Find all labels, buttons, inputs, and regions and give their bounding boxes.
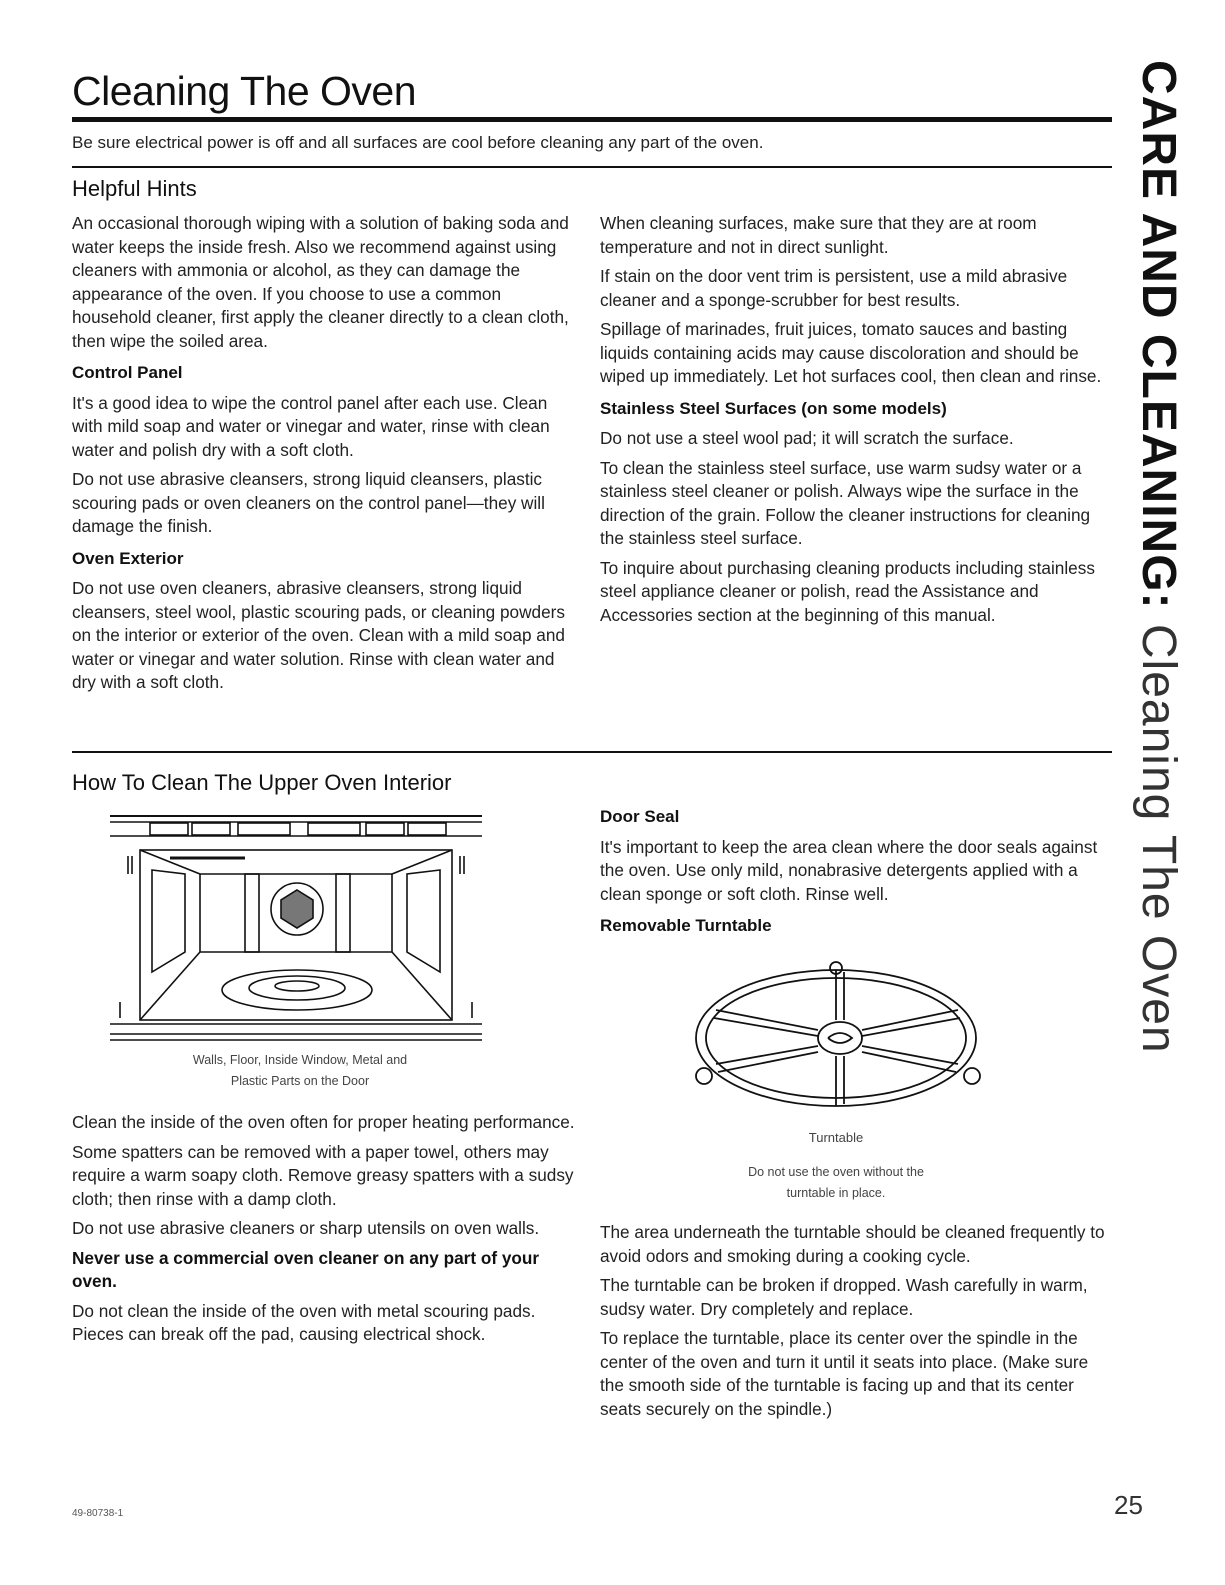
turntable-paragraph: To replace the turntable, place its center over the spindle in the center of the oven and turn it until it seats into place. (Make sure the smooth side of the turntable is facing up and that its center seats securely on the spindle.) [600, 1328, 1089, 1419]
surface-temperature-paragraph: When cleaning surfaces, make sure that they are at room temperature and not in direct sunlight. [600, 213, 1037, 257]
door-seal-section [600, 805, 1105, 945]
turntable-text-column [600, 1221, 1105, 1427]
turntable-note-line: turntable in place. [786, 1186, 886, 1200]
upper-oven-left-column [72, 1111, 577, 1353]
helpful-hints-left-column [72, 212, 577, 701]
door-seal-paragraph: It's important to keep the area clean where the door seals against the oven. Use only mild, nonabrasive detergents applied with a clean sponge or soft cloth. Rinse well. [600, 836, 1098, 904]
control-panel-paragraph: Do not use abrasive cleansers, strong liquid cleansers, plastic scouring pads or oven cleaners on the control panel—they will damage the finish. [72, 469, 545, 536]
door-seal-heading: Door Seal [600, 807, 680, 826]
upper-oven-heading: How To Clean The Upper Oven Interior [72, 770, 452, 795]
intro-warning: Be sure electrical power is off and all surfaces are cool before cleaning any part of the oven. [72, 133, 764, 152]
oven-exterior-heading: Oven Exterior [72, 548, 184, 568]
side-section-tab [1116, 60, 1196, 1054]
oven-figure-caption-line: Walls, Floor, Inside Window, Metal and [192, 1053, 408, 1067]
section-divider [72, 751, 1112, 753]
turntable-note-line: Do not use the oven without the [748, 1165, 924, 1179]
oven-interior-illustration [110, 812, 490, 1047]
page-number: 25 [1114, 1490, 1143, 1520]
upper-oven-paragraph: Do not use abrasive cleaners or sharp utensils on oven walls. [72, 1218, 540, 1238]
upper-oven-paragraph: Some spatters can be removed with a paper towel, others may require a warm soapy cloth. Remove greasy spatters with a sudsy cloth; then rinse with a damp cloth. [72, 1141, 574, 1209]
oven-figure-caption [110, 1050, 490, 1092]
vent-trim-paragraph: If stain on the door vent trim is persistent, use a mild abrasive cleaner and a sponge-scrubber for best results. [600, 266, 1068, 310]
oven-figure-caption-line: Plastic Parts on the Door [230, 1074, 370, 1088]
helpful-hints-right-column [600, 212, 1105, 633]
stainless-paragraph: To inquire about purchasing cleaning products including stainless steel appliance cleaner or polish, read the Assistance and Accessories section at the beginning of this manual. [600, 557, 1095, 625]
control-panel-heading: Control Panel [72, 363, 183, 382]
intro-divider [72, 166, 1112, 168]
oven-exterior-paragraph: Do not use oven cleaners, abrasive cleansers, strong liquid cleansers, steel wool, plastic scouring pads, or cleaning powders on the interior or exterior of the oven. Clean with a mild soap and water or vinegar and water solution. Rinse with clean water and dry with a soft cloth. [72, 578, 565, 692]
control-panel-paragraph: It's a good idea to wipe the control panel after each use. Clean with mild soap and water or vinegar and water, rinse with clean water and polish dry with a soft cloth. [72, 392, 550, 460]
side-section-tab-text [1128, 60, 1188, 1054]
turntable-illustration [686, 960, 986, 1115]
stainless-paragraph: To clean the stainless steel surface, use warm sudsy water or a stainless steel cleaner or polish. Always wipe the surface in the direction of the grain. Follow the cleaner instructions for cleaning the stainless steel surface. [600, 457, 1091, 548]
stainless-steel-heading: Stainless Steel Surfaces (on some models) [600, 398, 947, 418]
helpful-hints-heading: Helpful Hints [72, 176, 197, 201]
document-code: 49-80738-1 [72, 1508, 124, 1519]
turntable-paragraph: The turntable can be broken if dropped. Wash carefully in warm, sudsy water. Dry completely and replace. [600, 1275, 1088, 1319]
oven-cleaner-warning: Never use a commercial oven cleaner on any part of your oven. [72, 1247, 540, 1291]
side-tab-category: CARE AND CLEANING: [1132, 60, 1185, 610]
turntable-note [686, 1162, 986, 1204]
upper-oven-paragraph: Do not clean the inside of the oven with metal scouring pads. Pieces can break off the pad, causing electrical shock. [72, 1300, 536, 1344]
side-tab-topic: Cleaning The Oven [1132, 609, 1185, 1054]
hints-paragraph: An occasional thorough wiping with a solution of baking soda and water keeps the inside fresh. Also we recommend against using cleaners with ammonia or alcohol, as they can damage the appearance of the oven. If you choose to use a common household cleaner, first apply the cleaner directly to a clean cloth, then wipe the soiled area. [72, 213, 569, 351]
turntable-caption: Turntable [808, 1130, 864, 1145]
turntable-paragraph: The area underneath the turntable should be cleaned frequently to avoid odors and smoking during a cooking cycle. [600, 1222, 1105, 1266]
stainless-paragraph: Do not use a steel wool pad; it will scratch the surface. [600, 428, 1014, 448]
title-divider [72, 117, 1112, 122]
spillage-paragraph: Spillage of marinades, fruit juices, tomato sauces and basting liquids containing acids may cause discoloration and should be wiped up immediately. Let hot surfaces cool, then clean and rinse. [600, 319, 1102, 386]
turntable-heading: Removable Turntable [600, 916, 772, 935]
upper-oven-paragraph: Clean the inside of the oven often for proper heating performance. [72, 1112, 575, 1132]
page-title: Cleaning The Oven [72, 68, 417, 114]
